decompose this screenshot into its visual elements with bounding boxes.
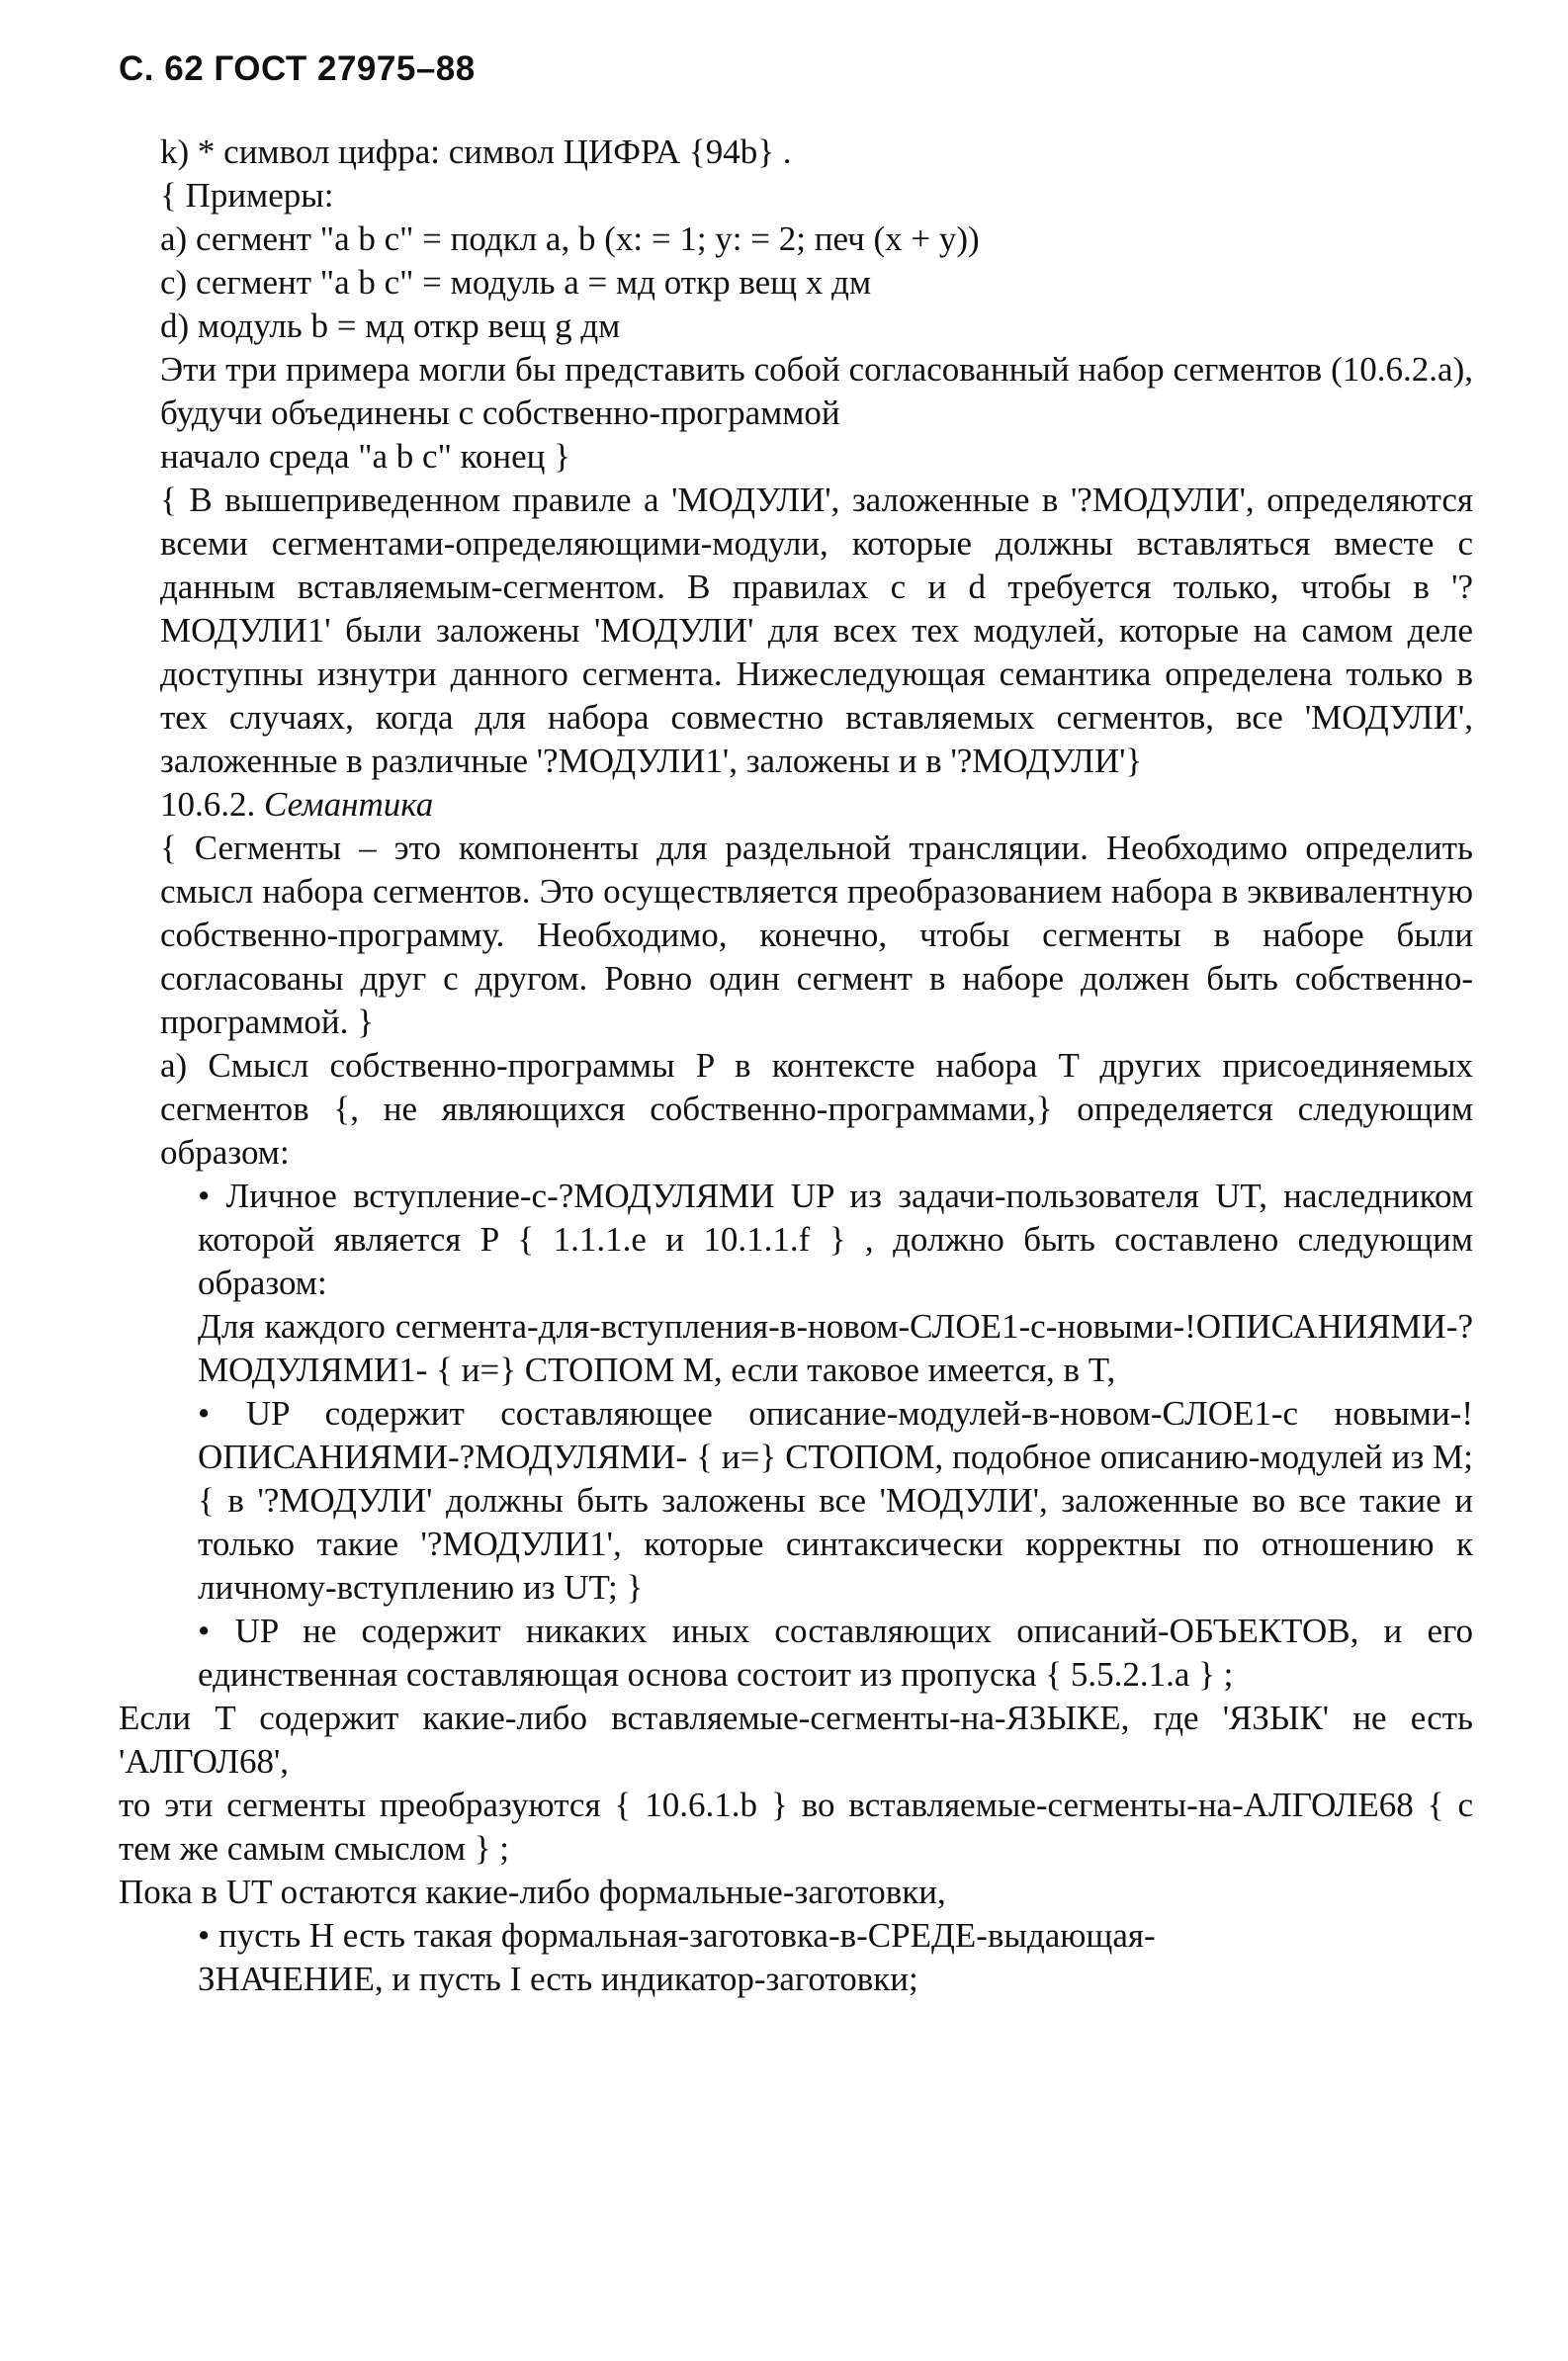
bullet-item: • UP не содержит никаких иных составляющих описаний-ОБЪЕКТОВ, и его единственная составляющая основа состоит из пропуска { 5.5.2.1.a } ;: [198, 1612, 1473, 1694]
page-body: [119, 131, 1473, 2001]
paragraph: Если T содержит какие-либо вставляемые-сегменты-на-ЯЗЫКЕ, где 'ЯЗЫК' не есть 'АЛГОЛ68',: [119, 1699, 1473, 1781]
page-header: С. 62 ГОСТ 27975–88: [119, 49, 476, 88]
text-line: { Примеры:: [160, 176, 334, 215]
paragraph: Для каждого сегмента-для-вступления-в-новом-СЛОЕ1-с-новыми-!ОПИСАНИЯМИ-?МОДУЛЯМИ1- { и=} СТОПОМ M, если таковое имеется, в T,: [198, 1307, 1473, 1389]
text-line: d) модуль b = мд откр вещ g дм: [160, 306, 621, 345]
bullet-item: • пусть H есть такая формальная-заготовка-в-СРЕДЕ-выдающая-: [198, 1916, 1156, 1955]
section-heading: [119, 783, 1473, 827]
bullet-item: • Личное вступление-с-?МОДУЛЯМИ UP из задачи-пользователя UT, наследником которой является P { 1.1.1.e и 10.1.1.f } , должно быть составлено следующим образом:: [198, 1177, 1473, 1302]
text-line: ЗНАЧЕНИЕ, и пусть I есть индикатор-заготовки;: [198, 1960, 918, 1998]
text-line: a) сегмент "a b c" = подкл a, b (x: = 1; y: = 2; печ (x + y)): [160, 219, 980, 258]
paragraph: то эти сегменты преобразуются { 10.6.1.b } во вставляемые-сегменты-на-АЛГОЛЕ68 { с тем же самым смыслом } ;: [119, 1786, 1473, 1868]
paragraph: { В вышеприведенном правиле a 'МОДУЛИ', заложенные в '?МОДУЛИ', определяются всеми сегментами-определяющими-модули, которые должны вставляться вместе с данным вставляемым-сегментом. В правилах c и d требуется только, чтобы в '?МОДУЛИ1' были заложены 'МОДУЛИ' для всех тех модулей, которые на самом деле доступны изнутри данного сегмента. Нижеследующая семантика определена только в тех случаях, когда для набора совместно вставляемых сегментов, все 'МОДУЛИ', заложенные в различные '?МОДУЛИ1', заложены и в '?МОДУЛИ'}: [160, 481, 1473, 780]
paragraph: { Сегменты – это компоненты для раздельной трансляции. Необходимо определить смысл набора сегментов. Это осуществляется преобразованием набора в эквивалентную собственно-программу. Необходимо, конечно, чтобы сегменты в наборе были согласованы друг с другом. Ровно один сегмент в наборе должен быть собственно-программой. }: [160, 829, 1473, 1041]
text-line: Пока в UT остаются какие-либо формальные-заготовки,: [119, 1873, 946, 1911]
bullet-item: • UP содержит составляющее описание-модулей-в-новом-СЛОЕ1-с новыми-!ОПИСАНИЯМИ-?МОДУЛЯМИ- { и=} СТОПОМ, подобное описанию-модулей из M; { в '?МОДУЛИ' должны быть заложены все 'МОДУЛИ', заложенные во все такие и только такие '?МОДУЛИ1', которые синтаксически корректны по отношению к личному-вступлению из UT; }: [198, 1394, 1473, 1607]
text-line: начало среда "a b c" конец }: [160, 437, 570, 476]
section-title: Семантика: [264, 785, 434, 824]
text-line: k) * символ цифра: символ ЦИФРА {94b} .: [160, 132, 792, 171]
section-number: 10.6.2.: [160, 785, 256, 824]
text-line: c) сегмент "a b c" = модуль a = мд откр вещ x дм: [160, 263, 872, 302]
paragraph: Эти три примера могли бы представить собой согласованный набор сегментов (10.6.2.a), будучи объединены с собственно-программой: [160, 350, 1473, 432]
paragraph: a) Смысл собственно-программы P в контексте набора T других присоединяемых сегментов {, не являющихся собственно-программами,} определяется следующим образом:: [160, 1046, 1473, 1172]
